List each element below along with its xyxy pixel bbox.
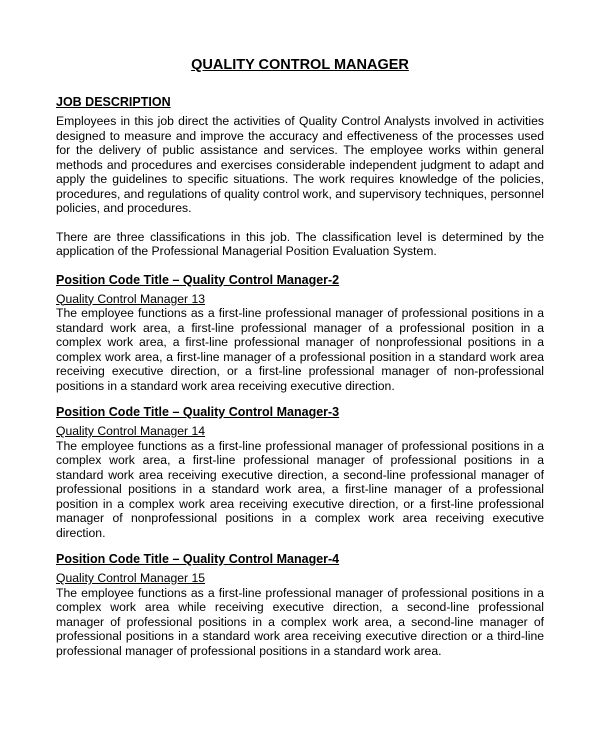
position-code-title: Position Code Title – Quality Control Manager-3 (56, 405, 340, 419)
position-classification: Quality Control Manager 15 (56, 571, 206, 585)
position-code-title: Position Code Title – Quality Control Manager-2 (56, 272, 340, 287)
position-classification: Quality Control Manager 14 (56, 424, 206, 438)
job-description-heading: JOB DESCRIPTION (56, 95, 171, 109)
document-page (56, 56, 544, 658)
position-section (56, 405, 544, 540)
position-description: The employee functions as a first-line professional manager of professional positions in a complex work area, a first-line professional manager of professional positions in a standard work area receiving executive direction, a second-line professional manager of professional positions in a standard work area, a first-line manager of a professional position in a complex work area receiving executive direction, or a first-line professional manager of nonprofessional positions in a complex work area receiving executive direction. (56, 438, 544, 540)
document-title: QUALITY CONTROL MANAGER (191, 57, 409, 73)
position-section (56, 273, 544, 394)
position-classification: Quality Control Manager 13 (56, 291, 206, 306)
position-description: The employee functions as a first-line professional manager of professional positions in a complex work area while receiving executive direction, a second-line professional manager of professional positions in a complex work area, a second-line manager of professional positions in a standard work area receiving executive direction or a third-line professional manager of professional positions in a standard work area. (56, 585, 544, 658)
position-section (56, 552, 544, 658)
position-code-title: Position Code Title – Quality Control Manager-4 (56, 552, 340, 566)
job-description-paragraph: Employees in this job direct the activities of Quality Control Analysts involved in activities designed to measure and improve the accuracy and effectiveness of the processes used for the delivery of public assistance and services. The employee works within general methods and procedures and exercises considerable independent judgment to adapt and apply the guidelines to specific situations. The work requires knowledge of the policies, procedures, and regulations of quality control work, and supervisory techniques, personnel policies, and procedures. (56, 114, 544, 215)
position-description: The employee functions as a first-line professional manager of professional positions in a standard work area, a first-line professional manager of a professional position in a complex work area, a first-line professional manager of nonprofessional positions in a complex work area, a first-line manager of a professional position in a standard work area receiving executive direction, or a first-line professional manager of non-professional positions in a standard work area receiving executive direction. (56, 306, 544, 393)
classification-paragraph: There are three classifications in this job. The classification level is determined by the application of the Professional Managerial Position Evaluation System. (56, 229, 544, 258)
